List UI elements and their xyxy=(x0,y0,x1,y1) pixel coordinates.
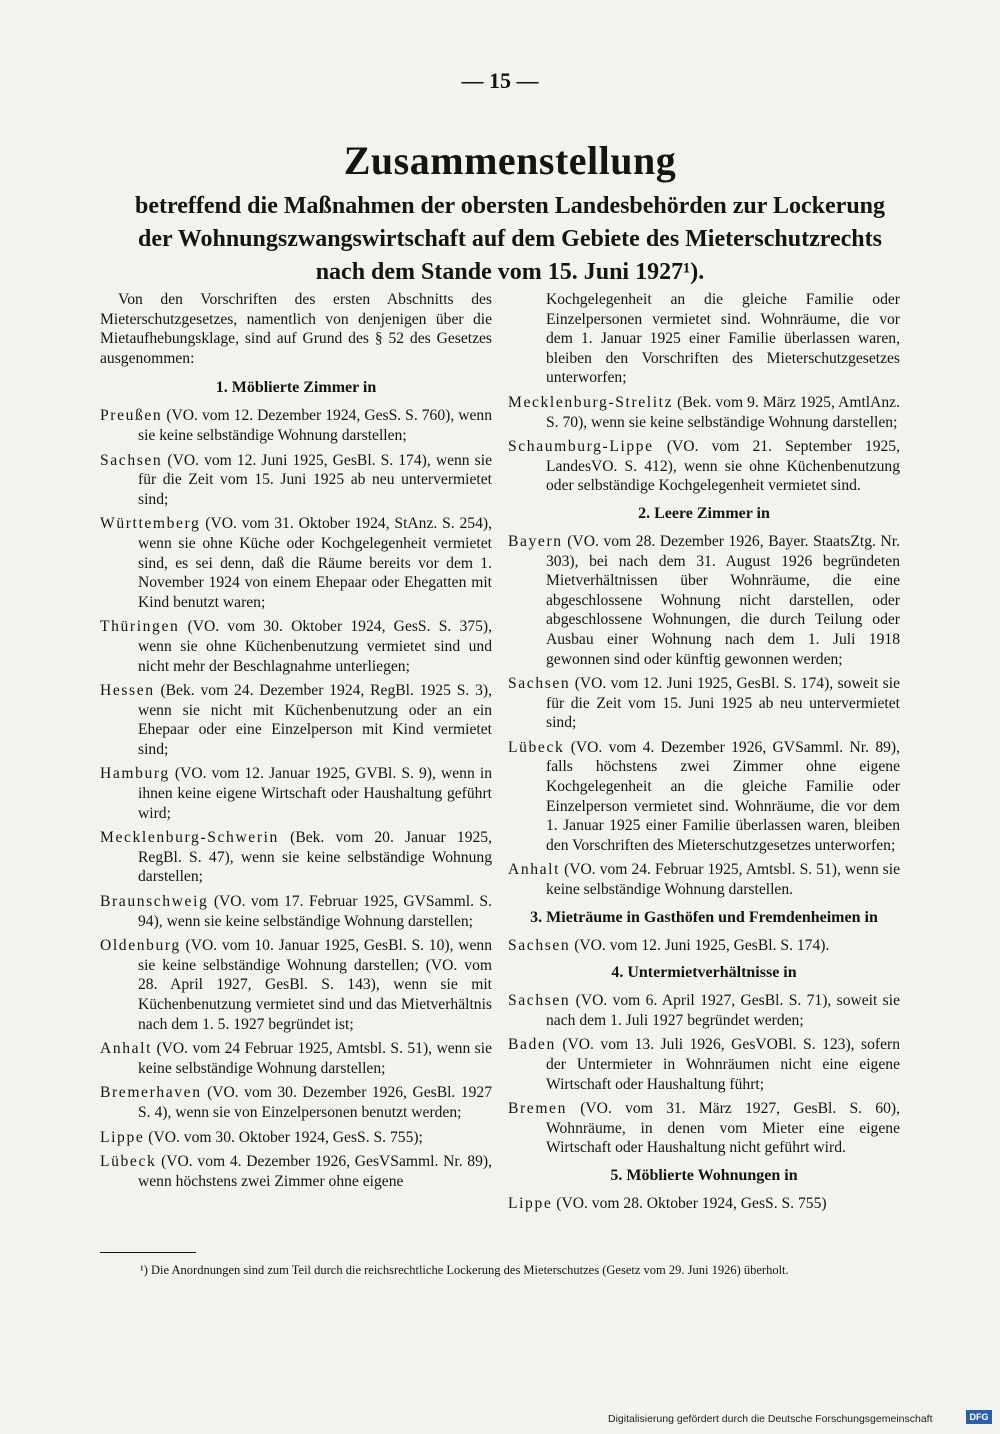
section-heading-3: 3. Mieträume in Gasthöfen und Fremdenheimen in xyxy=(530,908,878,926)
list-item xyxy=(508,860,900,899)
entry-text: (Bek. vom 20. Januar 1925, RegBl. S. 47), wenn sie keine selbständige Wohnung darstellen; xyxy=(138,829,492,886)
state-name: Württemberg xyxy=(100,515,201,533)
entry-text: (VO. vom 24 Februar 1925, Amtsbl. S. 51), wenn sie keine selbständige Wohnung darstellen; xyxy=(138,1040,492,1077)
list-item xyxy=(508,532,900,669)
entry-text: (VO. vom 31. März 1927, GesBl. S. 60), Wohnräume, in denen vom Mieter eine eigene Wirtschaft oder Haushaltung nicht geführt wird. xyxy=(546,1100,900,1157)
entry-text: (VO. vom 12. Juni 1925, GesBl. S. 174), wenn sie für die Zeit vom 15. Juni 1925 ab neu untervermietet sind; xyxy=(138,451,492,508)
entry-text: (VO. vom 12. Dezember 1924, GesS. S. 760), wenn sie keine selbständige Wohnung darstellen; xyxy=(138,407,492,444)
footnote-divider xyxy=(100,1252,196,1253)
state-name: Anhalt xyxy=(508,861,561,879)
state-name: Braunschweig xyxy=(100,893,209,911)
page-title: Zusammenstellung xyxy=(343,138,677,183)
list-item xyxy=(508,936,900,956)
section-heading-5: 5. Möblierte Wohnungen in xyxy=(610,1166,798,1184)
list-item xyxy=(508,1194,900,1214)
list-item xyxy=(508,738,900,856)
state-name: Sachsen xyxy=(508,675,571,693)
title-block xyxy=(60,138,960,289)
digitization-credit: Digitalisierung gefördert durch die Deutsche Forschungsgemeinschaft xyxy=(608,1413,933,1425)
section-heading-2: 2. Leere Zimmer in xyxy=(638,504,770,522)
entry-text: (Bek. vom 24. Dezember 1924, RegBl. 1925 S. 3), wenn sie nicht mit Küchenbenutzung oder an ein Ehepaar oder eine Einzelperson mit Kind vermietet sind; xyxy=(138,682,492,758)
page-subtitle: betreffend die Maßnahmen der obersten Landesbehörden zur Lockerung der Wohnungszwangswirtschaft auf dem Gebiete des Mieterschutzrechts nach dem Stande vom 15. Juni 1927¹). xyxy=(134,193,886,285)
state-name: Mecklenburg-Strelitz xyxy=(508,393,674,411)
section-heading-4: 4. Untermietverhältnisse in xyxy=(611,964,797,982)
entry-text: (VO. vom 10. Januar 1925, GesBl. S. 10), wenn sie keine selbständige Wohnung darstellen; (VO. vom 28. April 1927, GesBl. S. 143), wenn sie mit Küchenbenutzung vermietet sind und das Mietverhältnis nach dem 1. 5. 1927 begründet ist; xyxy=(138,937,492,1033)
intro-paragraph: Von den Vorschriften des ersten Abschnitts des Mieterschutzgesetzes, namentlich von denjenigen über die Mietaufhebungsklage, sind auf Grund des § 52 des Gesetzes ausgenommen: xyxy=(100,291,492,367)
state-name: Sachsen xyxy=(508,992,571,1010)
entry-text: (VO. vom 30. Oktober 1924, GesS. S. 755); xyxy=(144,1128,423,1146)
dfg-logo: DFG xyxy=(966,1410,992,1424)
entry-text: (VO. vom 4. Dezember 1926, GesVSamml. Nr. 89), wenn höchstens zwei Zimmer ohne eigene xyxy=(138,1153,492,1190)
state-name: Oldenburg xyxy=(100,937,181,955)
state-name: Schaumburg-Lippe xyxy=(508,438,654,456)
state-name: Thüringen xyxy=(100,618,180,636)
entry-text: (VO. vom 24. Februar 1925, Amtsbl. S. 51), wenn sie keine selbständige Wohnung darstellen. xyxy=(546,861,900,899)
state-name: Bremen xyxy=(508,1100,567,1118)
state-name: Anhalt xyxy=(100,1040,153,1058)
entry-text: (VO. vom 6. April 1927, GesBl. S. 71), soweit sie nach dem 1. Juli 1927 begründet werden; xyxy=(546,992,900,1029)
entry-text: (VO. vom 4. Dezember 1926, GVSamml. Nr. 89), falls höchstens zwei Zimmer ohne eigene Kochgelegenheit an die gleiche Familie oder Einzelperson vermietet sind. Wohnräume, die vor dem 1. Januar 1925 einer Familie überlassen waren, bleiben den Vorschriften des Mieterschutzgesetzes unterworfen; xyxy=(546,738,900,854)
entry-text: (VO. vom 21. September 1925, LandesVO. S. 412), wenn sie ohne Küchenbenutzung oder selbständige Kochgelegenheit vermietet sind. xyxy=(546,438,900,495)
entry-text: (VO. vom 17. Februar 1925, GVSamml. S. 94), wenn sie keine selbständige Wohnung darstellen; xyxy=(138,893,492,930)
list-item xyxy=(100,1083,492,1122)
section-heading-1: 1. Möblierte Zimmer in xyxy=(215,379,377,397)
list-item xyxy=(100,451,492,510)
list-item xyxy=(100,764,492,823)
state-name: Sachsen xyxy=(100,451,163,469)
list-item xyxy=(100,936,492,1034)
state-name: Lübeck xyxy=(100,1153,157,1171)
left-column xyxy=(100,290,492,1196)
entry-text: (VO. vom 13. Juli 1926, GesVOBl. S. 123), sofern der Untermieter in Wohnräumen nicht eine eigene Wirtschaft oder Haushaltung führt; xyxy=(546,1036,900,1093)
entry-text: (VO. vom 30. Oktober 1924, GesS. S. 375), wenn sie ohne Küchenbenutzung vermietet sind und nicht mehr der Beschlagnahme unterliegen; xyxy=(138,618,492,675)
continuation-text: Kochgelegenheit an die gleiche Familie oder Einzelpersonen vermietet sind. Wohnräume, die vor dem 1. Januar 1925 einer Familie überlassen waren, bleiben den Vorschriften des Mieterschutzgesetzes unterworfen; xyxy=(546,291,900,387)
state-name: Lippe xyxy=(508,1194,553,1212)
state-name: Baden xyxy=(508,1036,556,1054)
state-name: Bremerhaven xyxy=(100,1084,202,1102)
list-item xyxy=(100,828,492,887)
state-name: Lippe xyxy=(100,1128,145,1146)
list-item xyxy=(100,681,492,759)
state-name: Lübeck xyxy=(508,738,565,756)
entry-text: (VO. vom 28. Dezember 1926, Bayer. StaatsZtg. Nr. 303), bei nach dem 31. August 1926 begründeten Mietverhältnissen über Wohnräume, die eine abgeschlossene Wohnung nicht darstellen, oder abgeschlossene Wohnungen, die durch Teilung oder Ausbau einer Wohnung nach dem 1. Juli 1918 gewonnen sind oder künftig gewonnen werden; xyxy=(546,532,900,668)
state-name: Hessen xyxy=(100,682,155,700)
list-item xyxy=(100,892,492,931)
footnote: ¹) Die Anordnungen sind zum Teil durch die reichsrechtliche Lockerung des Mieterschutzes (Gesetz vom 29. Juni 1926) überholt. xyxy=(140,1263,789,1277)
entry-text: (VO. vom 31. Oktober 1924, StAnz. S. 254), wenn sie ohne Küche oder Kochgelegenheit vermietet sind, es sei denn, daß die Räume bereits vor dem 1. November 1924 von einem Ehepaar oder Ehegatten mit Kind benutzt waren; xyxy=(138,515,492,611)
state-name: Hamburg xyxy=(100,765,170,783)
list-item xyxy=(100,1039,492,1078)
state-name: Bayern xyxy=(508,532,563,550)
entry-text: (VO. vom 28. Oktober 1924, GesS. S. 755) xyxy=(552,1194,827,1212)
list-item xyxy=(100,514,492,612)
right-column xyxy=(508,290,900,1219)
entry-text: (VO. vom 12. Juni 1925, GesBl. S. 174). xyxy=(570,936,830,954)
list-item xyxy=(508,393,900,432)
entry-text: (VO. vom 12. Januar 1925, GVBl. S. 9), wenn in ihnen keine eigene Wirtschaft oder Haushaltung geführt wird; xyxy=(138,765,492,822)
list-item xyxy=(100,1128,492,1148)
page-number: — 15 — xyxy=(461,68,539,93)
list-item xyxy=(100,406,492,445)
entry-text: (VO. vom 12. Juni 1925, GesBl. S. 174), soweit sie für die Zeit vom 15. Juni 1925 ab neu untervermietet sind; xyxy=(546,675,900,732)
list-item xyxy=(100,1152,492,1191)
list-item xyxy=(508,991,900,1030)
state-name: Preußen xyxy=(100,407,163,425)
entry-text: (VO. vom 30. Dezember 1926, GesBl. 1927 S. 4), wenn sie von Einzelpersonen benutzt werden; xyxy=(138,1084,492,1121)
list-item xyxy=(508,437,900,496)
state-name: Mecklenburg-Schwerin xyxy=(100,829,279,847)
state-name: Sachsen xyxy=(508,936,571,954)
list-item xyxy=(508,1099,900,1158)
entry-text: (Bek. vom 9. März 1925, AmtlAnz. S. 70), wenn sie keine selbständige Wohnung darstellen; xyxy=(546,393,900,431)
list-item xyxy=(508,674,900,733)
list-item xyxy=(508,1035,900,1094)
list-item xyxy=(100,617,492,676)
